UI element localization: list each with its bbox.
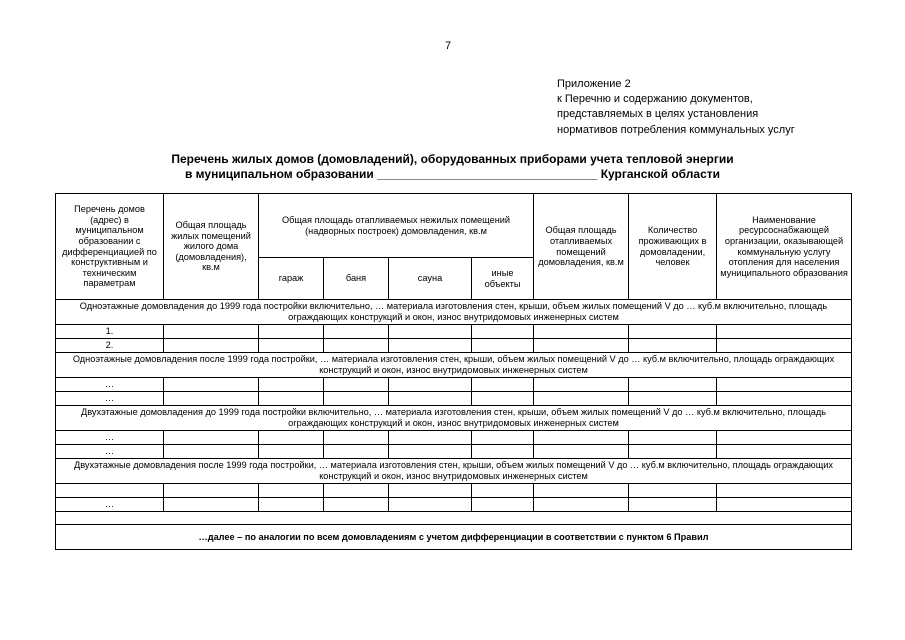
empty-cell [629, 484, 717, 498]
empty-cell [472, 339, 534, 353]
subheader-bath: баня [324, 258, 389, 300]
empty-cell [259, 325, 324, 339]
empty-cell [717, 339, 852, 353]
header-cell-residents: Количество проживающих в домовладении, человек [629, 194, 717, 300]
empty-cell [717, 325, 852, 339]
table-row [56, 339, 852, 353]
empty-cell [629, 445, 717, 459]
subheader-other: иные объекты [472, 258, 534, 300]
empty-cell [164, 339, 259, 353]
empty-cell [324, 498, 389, 512]
empty-cell [629, 431, 717, 445]
empty-cell [629, 325, 717, 339]
empty-cell [717, 392, 852, 406]
table-row [56, 484, 852, 498]
empty-cell [389, 498, 472, 512]
group-label: Двухэтажные домовладения до 1999 года постройки включительно, … материала изготовления стен, крыши, объем жилых помещений V до … куб.м включительно, площадь ограждающих конструкций и окон, износ внутридомовых инженерных систем [56, 406, 852, 431]
empty-cell [534, 431, 629, 445]
empty-cell [629, 498, 717, 512]
group-label: Одноэтажные домовладения до 1999 года постройки включительно, … материала изготовления стен, крыши, объем жилых помещений V до … куб.м включительно, площадь ограждающих конструкций и окон, износ внутридомовых инженерных систем [56, 300, 852, 325]
page-number: 7 [445, 40, 452, 52]
empty-cell [717, 378, 852, 392]
empty-cell [717, 498, 852, 512]
empty-cell [259, 445, 324, 459]
empty-cell [472, 484, 534, 498]
group-label: Двухэтажные домовладения после 1999 года постройки, … материала изготовления стен, крыши, объем жилых помещений V до … куб.м включительно, площадь ограждающих конструкций и окон, износ внутридомовых инженерных систем [56, 459, 852, 484]
empty-cell [259, 392, 324, 406]
empty-cell [324, 484, 389, 498]
table-row [56, 445, 852, 459]
footer-row [56, 525, 852, 550]
empty-cell [472, 445, 534, 459]
appendix-line: к Перечню и содержанию документов, [557, 93, 753, 106]
empty-cell [164, 392, 259, 406]
empty-cell [534, 445, 629, 459]
header-cell-living-area: Общая площадь жилых помещений жилого дома (домовладения), кв.м [164, 194, 259, 300]
row-number-cell: … [56, 431, 164, 445]
row-number-cell: … [56, 392, 164, 406]
empty-cell [534, 498, 629, 512]
empty-cell [164, 325, 259, 339]
housing-table [55, 193, 852, 550]
appendix-line: Приложение 2 [557, 78, 631, 90]
table-row [56, 431, 852, 445]
empty-cell [472, 378, 534, 392]
empty-cell [259, 378, 324, 392]
group-row [56, 300, 852, 325]
empty-cell [472, 431, 534, 445]
header-cell-nonresidential-area: Общая площадь отапливаемых нежилых помещений (надворных построек) домовладения, кв.м [259, 194, 534, 258]
empty-cell [472, 325, 534, 339]
empty-cell [164, 445, 259, 459]
empty-cell [324, 378, 389, 392]
table-row [56, 378, 852, 392]
table-body [56, 194, 852, 550]
empty-cell [324, 325, 389, 339]
subheader-garage: гараж [259, 258, 324, 300]
empty-cell [534, 484, 629, 498]
empty-cell [259, 484, 324, 498]
empty-cell [534, 339, 629, 353]
empty-cell [324, 339, 389, 353]
empty-cell [164, 378, 259, 392]
header-cell-supplier: Наименование ресурсоснабжающей организации, оказывающей коммунальную услугу отопления для населения муниципального образования [717, 194, 852, 300]
empty-cell [717, 445, 852, 459]
table-row [56, 392, 852, 406]
empty-cell [259, 339, 324, 353]
row-number-cell: 1. [56, 325, 164, 339]
empty-cell [259, 498, 324, 512]
appendix-line: представляемых в целях установления [557, 108, 759, 121]
group-label: Одноэтажные домовладения после 1999 года постройки, … материала изготовления стен, крыши, объем жилых помещений V до … куб.м включительно, площадь ограждающих конструкций и окон, износ внутридомовых инженерных систем [56, 353, 852, 378]
empty-cell [389, 392, 472, 406]
row-number-cell: … [56, 445, 164, 459]
group-row [56, 406, 852, 431]
empty-cell [259, 431, 324, 445]
empty-cell [389, 339, 472, 353]
empty-cell [389, 325, 472, 339]
empty-cell [389, 484, 472, 498]
header-cell-houses: Перечень домов (адрес) в муниципальном образовании с дифференциацией по конструктивным и техническим параметрам [56, 194, 164, 300]
empty-cell [389, 378, 472, 392]
subheader-sauna: сауна [389, 258, 472, 300]
empty-cell [629, 392, 717, 406]
empty-cell [164, 498, 259, 512]
empty-cell [534, 378, 629, 392]
empty-cell [717, 484, 852, 498]
empty-cell [324, 445, 389, 459]
row-number-cell: … [56, 498, 164, 512]
row-number-cell: … [56, 378, 164, 392]
header-cell-heated-area: Общая площадь отапливаемых помещений домовладения, кв.м [534, 194, 629, 300]
appendix-line: нормативов потребления коммунальных услуг [557, 123, 795, 136]
row-number-cell: 2. [56, 339, 164, 353]
empty-cell [534, 325, 629, 339]
table-row [56, 325, 852, 339]
blank-row [56, 512, 852, 525]
empty-cell [629, 378, 717, 392]
empty-cell [164, 484, 259, 498]
empty-cell [629, 339, 717, 353]
title-line: в муниципальном образовании _________________________________ Курганской области [184, 167, 721, 181]
appendix-block [557, 77, 795, 138]
title-line: Перечень жилых домов (домовладений), оборудованных приборами учета тепловой энергии [171, 152, 734, 166]
header-row [56, 194, 852, 258]
group-row [56, 353, 852, 378]
empty-cell [472, 498, 534, 512]
footer-note: …далее – по аналогии по всем домовладениям с учетом дифференциации в соответствии с пунктом 6 Правил [56, 525, 852, 550]
empty-cell [534, 392, 629, 406]
empty-cell [472, 392, 534, 406]
blank-cell [56, 512, 852, 525]
empty-cell [389, 445, 472, 459]
document-title [0, 152, 905, 182]
row-number-cell [56, 484, 164, 498]
empty-cell [324, 392, 389, 406]
empty-cell [389, 431, 472, 445]
empty-cell [324, 431, 389, 445]
group-row [56, 459, 852, 484]
empty-cell [164, 431, 259, 445]
table-row [56, 498, 852, 512]
empty-cell [717, 431, 852, 445]
